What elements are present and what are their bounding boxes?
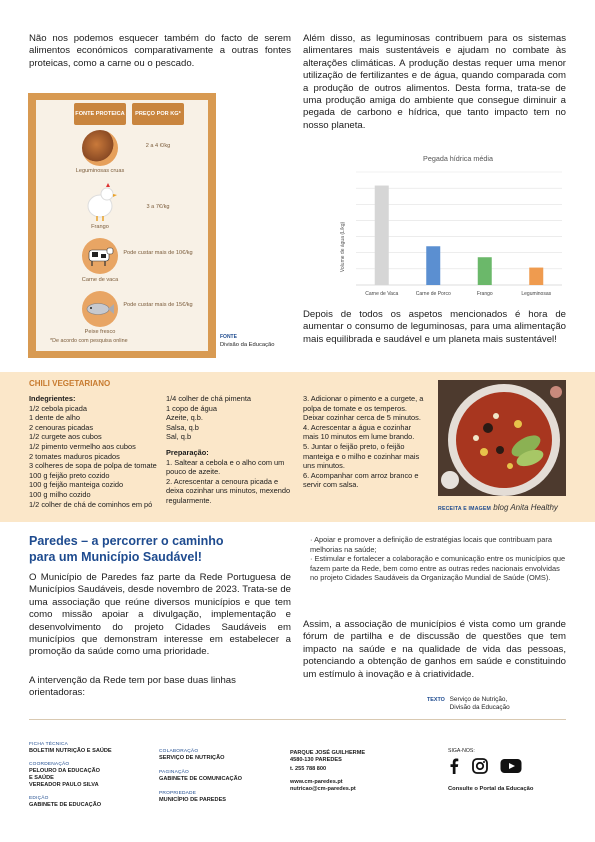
coord-value: E SAÚDE (29, 775, 54, 781)
email-link[interactable]: nutricao@cm-paredes.pt (290, 786, 356, 792)
row-label: Peixe fresco (84, 329, 116, 335)
ingredient-item: 1/2 pimento vermelho aos cubos (29, 441, 136, 451)
intro-paragraph-left: Não nos podemos esquecer também do facto de serem alimentos económicos comparativamente a outras fontes proteicas, como a carne ou o pescado. (29, 33, 291, 69)
chart-bars (375, 186, 544, 285)
conclusion-paragraph: Depois de todos os aspetos mencionados é hora de aumentar o consumo de leguminosas, para uma alimentação mais equilibrada e saudável e um planeta mais sustentável! (303, 309, 566, 345)
texto-line1: Serviço de Nutrição, (449, 696, 508, 703)
x-tick-label: Carne de Porco (415, 291, 451, 297)
website-link[interactable]: www.cm-paredes.pt (290, 779, 343, 785)
ingredient-item: 1 dente de alho (29, 413, 80, 423)
preparation-step: 1. Saltear a cebola e o alho com um pouco de azeite. (166, 457, 285, 477)
infographic-note: *De acordo com pesquisa online (50, 338, 128, 344)
fish-icon (82, 291, 118, 327)
x-tick-label: Frango (476, 291, 493, 297)
preparation-step: 4. Acrescentar a água e cozinhar mais 10 minutos em lume brando. (303, 422, 415, 442)
youtube-icon[interactable] (500, 758, 522, 774)
portal-link[interactable]: Consulte o Portal da Educação (448, 786, 534, 792)
ingredients-list-a (29, 394, 161, 509)
preparation-step: 3. Adicionar o pimento e a curgete, a polpa de tomate e os temperos. Deixar cozinhar cerca de 5 minutos. (303, 394, 424, 423)
x-tick-label: Carne de Vaca (365, 291, 399, 297)
pag-value: GABINETE DE COMUNICAÇÃO (159, 776, 242, 782)
ingredient-item: 1 copo de água (166, 403, 217, 413)
text-credit (427, 696, 510, 713)
section-paragraph-2: A intervenção da Rede tem por base duas linhas orientadoras: (29, 675, 236, 699)
ingredient-item: 100 g milho cozido (29, 489, 91, 499)
edicao-value: GABINETE DE EDUCAÇÃO (29, 802, 102, 808)
address-line: 4580-130 PAREDES (290, 757, 342, 763)
credit-label: RECEITA E IMAGEM (438, 506, 492, 512)
footer-credits (159, 748, 269, 804)
ingredient-item: 1/2 colher de chá de cominhos em pó (29, 499, 153, 509)
ingredient-item: Azeite, q.b. (166, 413, 203, 423)
chili-photo (438, 380, 566, 496)
credit-value: blog Anita Healthy (493, 503, 558, 512)
chart-x-labels (365, 291, 551, 297)
ingredient-item: Salsa, q.b (166, 422, 199, 432)
ingredient-item: 2 tomates maduros picados (29, 451, 120, 461)
section-title (29, 533, 224, 565)
section-paragraph-1: O Município de Paredes faz parte da Rede Portuguesa de Municípios Saudáveis, desde novembro de 2023. Trata-se de uma associação que reúne diversos municípios e que tem como missão apoiar a divulgação, implementação e desenvolvimento do projeto Cidades Saudáveis em municípios que demonstram interesse em estabelecer a promoção da saúde como uma prioridade. (29, 572, 291, 658)
coord-value: VEREADOR PAULO SILVA (29, 782, 99, 788)
chart-bar (375, 186, 389, 285)
row-price: 2 a 4 €/kg (145, 143, 171, 149)
x-tick-label: Leguminosas (521, 291, 552, 297)
protein-price-infographic (28, 93, 216, 358)
recipe-title: CHILI VEGETARIANO (29, 379, 111, 388)
instagram-icon[interactable] (472, 758, 488, 774)
steps-list-c (303, 394, 428, 490)
source-value: Divisão da Educação (220, 342, 275, 348)
chart-title: Pegada hídrica média (423, 154, 493, 163)
guideline-item: · Apoiar e promover a definição de estratégias locais que contribuam para melhorias na saúde; (310, 535, 552, 554)
section-paragraph-3: Assim, a associação de municípios é vista como um grande fórum de partilha e de discussão de questões que tem impacto na saúde e na qualidade de vida das pessoas, potenciando a obtenção de ganhos em saúde e constituindo um estímulo à inovação e à criatividade. (303, 619, 566, 680)
row-price: Pode custar mais de 15€/kg (123, 302, 193, 308)
social-icons (448, 758, 522, 774)
section-title-line2: para um Município Saudável! (29, 550, 202, 564)
ficha-label: FICHA TÉCNICA (29, 742, 69, 747)
chicken-icon (82, 182, 118, 222)
ingredient-item: 2 cenouras picadas (29, 422, 94, 432)
preparation-step: 5. Juntar o feijão preto, o feijão manteiga e o milho e cozinhar mais uns minutos. (303, 441, 420, 471)
recipe-credit (438, 503, 558, 512)
ingredient-item: Sal, q.b (166, 432, 192, 442)
address-line: PARQUE JOSÉ GUILHERME (290, 750, 366, 756)
intro-paragraph-right: Além disso, as leguminosas contribuem para os sistemas alimentares mais sustentáveis e ajudam no combate às alterações climáticas. A produção destas requer uma menor utilização de fertilizantes e de água, quando comparada com a produção de outros alimentos. Desta forma, trata-se de uma produção amiga do ambiente que consegue diminuir a pegada de carbono e hídrica, que tanto impacto tem no nosso planeta. (303, 33, 566, 131)
edicao-label: EDIÇÃO (29, 796, 49, 801)
guidelines-list (310, 535, 570, 583)
row-price: 3 a 7€/kg (146, 204, 170, 210)
prop-value: MUNICÍPIO DE PAREDES (159, 797, 227, 803)
ingredients-list-b (166, 394, 292, 506)
ingredient-item: 1/2 curgete aos cubos (29, 432, 102, 442)
ingredient-item: 100 g feijão manteiga cozido (29, 480, 124, 490)
row-price: Pode custar mais de 10€/kg (123, 250, 193, 256)
texto-label: TEXTO (427, 697, 445, 703)
guideline-item: · Estimular e fortalecer a colaboração e comunicação entre os municípios que fazem parte da Rede, bem como entre as outras redes nacionais envolvidas no projeto Cidades Saudáveis da Organização Mundial de Saúde (OMS). (310, 554, 566, 583)
legumes-bowl-icon (82, 130, 118, 166)
chart-ylabel: Volume de água (L/kg) (340, 221, 346, 273)
water-footprint-chart (330, 152, 570, 302)
chart-bar (478, 257, 492, 285)
ingredients-title: Indegrientes: (29, 394, 76, 403)
ingredient-item: 1/4 colher de chá pimenta (166, 394, 252, 403)
pag-label: PAGINAÇÃO (159, 770, 189, 775)
header-protein-source: FONTE PROTEICA (74, 103, 126, 125)
cow-icon (82, 238, 118, 274)
colab-value: SERVIÇO DE NUTRIÇÃO (159, 755, 225, 761)
ingredient-item: 100 g feijão preto cozido (29, 470, 110, 480)
ingredient-item: 3 colheres de sopa de polpa de tomate (29, 461, 157, 471)
footer-contacts (290, 750, 430, 793)
header-price-per-kg: PREÇO POR KG* (132, 103, 184, 125)
colab-label: COLABORAÇÃO (159, 749, 199, 754)
coord-value: PELOURO DA EDUCAÇÃO (29, 768, 100, 774)
preparation-step: 2. Acrescentar a cenoura picada e deixa cozinhar uns minutos, mexendo regularmente. (166, 476, 291, 505)
follow-label: SIGA-NOS: (448, 748, 475, 754)
row-label: Frango (91, 224, 109, 230)
infographic-source (220, 333, 274, 349)
chart-bar (426, 246, 440, 285)
coord-label: COORDENAÇÃO (29, 762, 70, 767)
chart-bar (529, 268, 543, 285)
row-label: Carne de vaca (81, 277, 119, 283)
footer-divider (29, 719, 566, 720)
footer-ficha (29, 741, 139, 809)
texto-line2: Divisão da Educação (449, 704, 510, 712)
source-label: FONTE (220, 334, 237, 340)
section-title-line1: Paredes – a percorrer o caminho (29, 534, 224, 548)
phone: t. 255 788 800 (290, 766, 327, 772)
preparation-title: Preparação: (166, 447, 209, 457)
ficha-value: BOLETIM NUTRIÇÃO E SAÚDE (29, 748, 112, 754)
prop-label: PROPRIEDADE (159, 791, 197, 796)
facebook-icon[interactable] (448, 758, 460, 774)
row-label: Leguminosas cruas (75, 168, 125, 174)
ingredient-item: 1/2 cebola picada (29, 403, 87, 413)
preparation-step: 6. Acompanhar com arroz branco e servir com salsa. (303, 470, 419, 490)
